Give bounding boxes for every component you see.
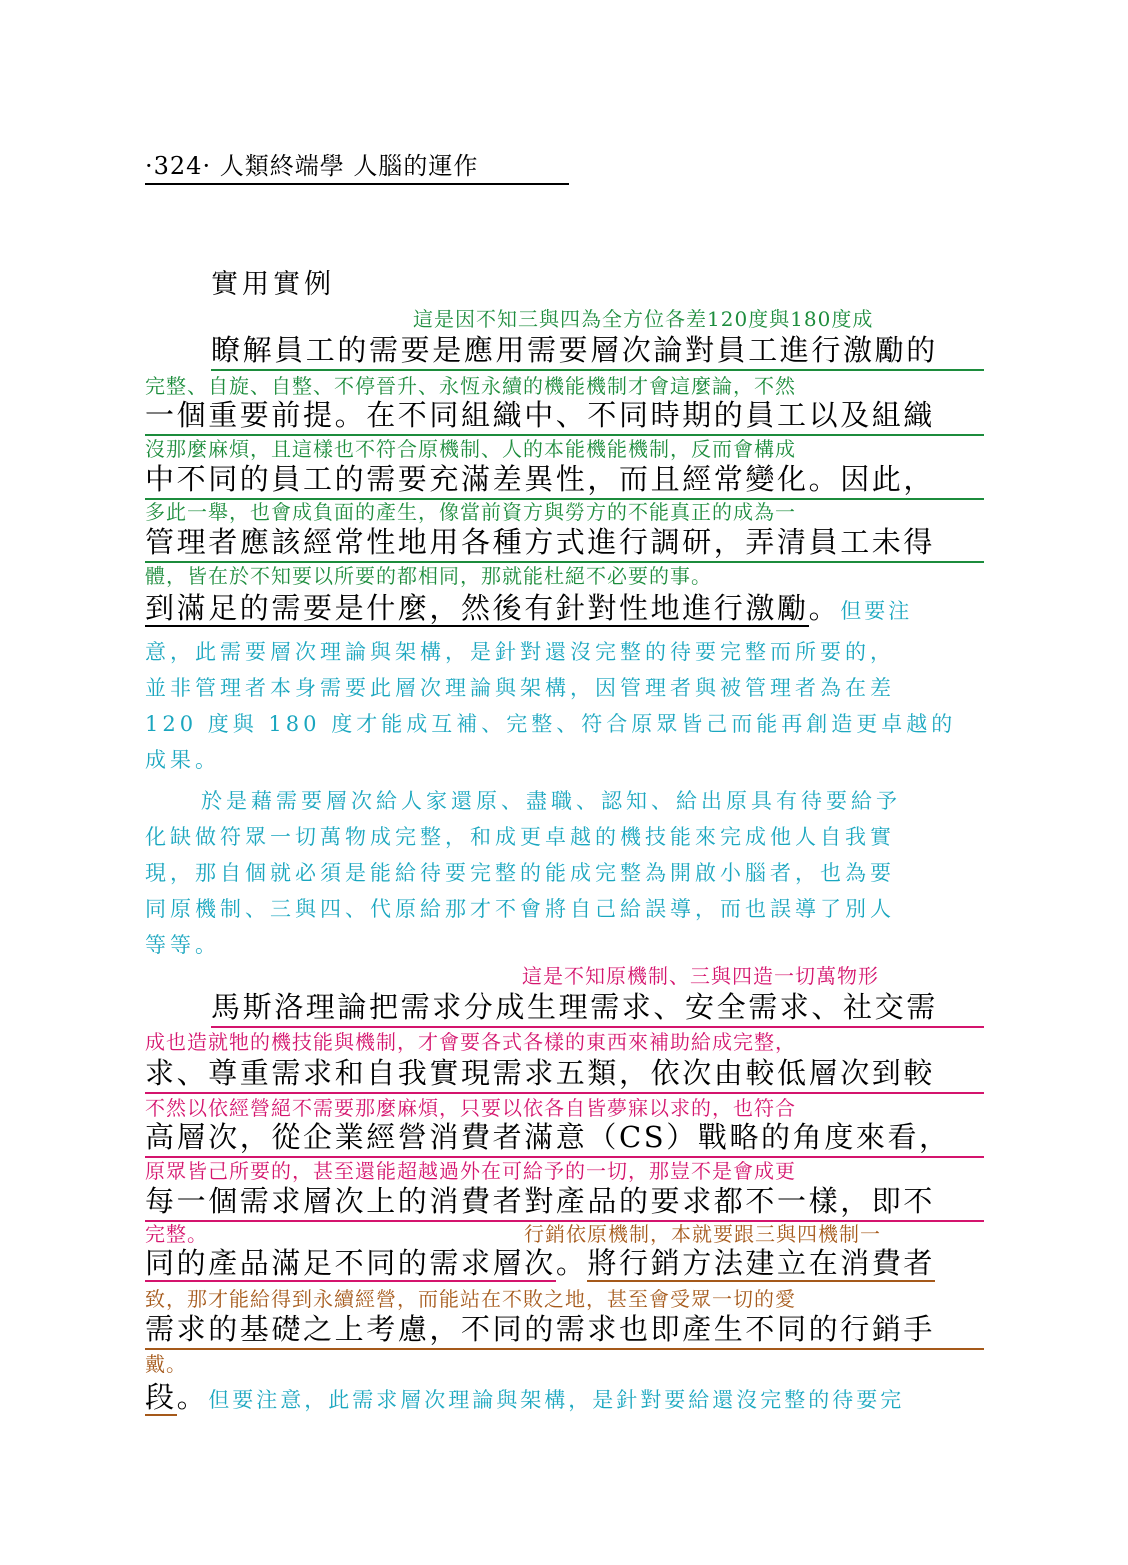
section-title: 實用實例	[211, 269, 335, 300]
annotation-pink-4: 原眾皆己所要的，甚至還能超越過外在可給予的一切，那豈不是會成更	[145, 1159, 796, 1183]
cyan-line-7: 現，那自個就必須是能給待要完整的能成完整為開啟小腦者，也為要	[145, 861, 895, 885]
annotation-green-1: 這是因不知三與四為全方位各差120度與180度成	[413, 307, 874, 331]
annotation-pink-5a: 完整。	[145, 1222, 208, 1246]
pink-body-line-1: 馬斯洛理論把需求分成生理需求、安全需求、社交需	[211, 985, 984, 1028]
page-header: ·324· 人類終端學 人腦的運作	[145, 146, 569, 185]
cyan-line-8: 同原機制、三與四、代原給那才不會將自己給誤導，而也誤導了別人	[145, 897, 895, 921]
cyan-line-9: 等等。	[145, 933, 220, 957]
brown-body-line-2	[145, 1375, 985, 1416]
brown-body-line-2-text: 段	[145, 1380, 177, 1414]
pink-body-line-2: 求、尊重需求和自我實現需求五類，依次由較低層次到較	[145, 1051, 984, 1094]
cyan-line-3: 120 度與 180 度才能成互補、完整、符合原眾皆己而能再創造更卓越的	[145, 712, 957, 736]
brown-body-line-2-cyan: 但要注意，此需求層次理論與架構，是針對要給還沒完整的待要完	[208, 1388, 905, 1412]
cyan-line-5: 於是藉需要層次給人家還原、盡職、認知、給出原具有待要給予	[201, 789, 901, 813]
pink-body-line-5-period: 。	[555, 1246, 588, 1280]
body-line-2: 一個重要前提。在不同組織中、不同時期的員工以及組織	[145, 393, 984, 436]
annotation-brown-2: 戴。	[145, 1352, 187, 1376]
annotation-pink-1: 這是不知原機制、三與四造一切萬物形	[522, 964, 879, 988]
cyan-line-6: 化缺做符眾一切萬物成完整，和成更卓越的機技能來完成他人自我實	[145, 825, 895, 849]
annotation-green-4: 多此一舉，也會成負面的產生，像當前資方與勞方的不能真正的成為一	[145, 500, 796, 524]
annotation-brown-1: 致，那才能給得到永續經營，而能站在不敗之地，甚至會受眾一切的愛	[145, 1287, 796, 1311]
cyan-line-2: 並非管理者本身需要此層次理論與架構，因管理者與被管理者為在差	[145, 676, 895, 700]
annotation-pink-2: 成也造就牠的機技能與機制，才會要各式各樣的東西來補助給成完整，	[145, 1030, 796, 1054]
pink-body-line-3: 高層次，從企業經營消費者滿意（CS）戰略的角度來看，	[145, 1115, 984, 1158]
cyan-line-4: 成果。	[145, 748, 220, 772]
body-line-5-text: 到滿足的需要是什麼，然後有針對性地進行激勵	[145, 591, 809, 625]
pink-body-line-4: 每一個需求層次上的消費者對產品的要求都不一樣，即不	[145, 1179, 984, 1222]
annotation-green-3: 沒那麼麻煩，且這樣也不符合原機制、人的本能機能機制，反而會構成	[145, 437, 796, 461]
annotation-pink-3: 不然以依經營絕不需要那麼麻煩，只要以依各自皆夢寐以求的，也符合	[145, 1096, 796, 1120]
body-line-1: 瞭解員工的需要是應用需要層次論對員工進行激勵的	[211, 328, 984, 371]
body-line-5-cyan: 但要注	[840, 599, 913, 623]
pink-body-line-5	[145, 1241, 985, 1282]
pink-body-line-5-c: 將行銷方法建立在消費者	[587, 1246, 936, 1280]
body-line-5	[145, 586, 985, 627]
pink-body-line-5-a: 同的產品滿足不同的需求層次	[145, 1246, 556, 1280]
cyan-line-1: 意，此需要層次理論與架構，是針對還沒完整的待要完整而所要的，	[145, 640, 895, 664]
brown-body-line-1: 需求的基礎之上考慮，不同的需求也即產生不同的行銷手	[145, 1307, 984, 1350]
body-line-5-period: 。	[808, 591, 841, 625]
body-line-4: 管理者應該經常性地用各種方式進行調研，弄清員工未得	[145, 520, 984, 563]
annotation-brown-0: 行銷依原機制，本就要跟三與四機制一	[524, 1222, 881, 1246]
annotation-green-2: 完整、自旋、自整、不停晉升、永恆永續的機能機制才會這麼論，不然	[145, 374, 796, 398]
body-line-3: 中不同的員工的需要充滿差異性，而且經常變化。因此，	[145, 457, 984, 500]
brown-body-line-2-period: 。	[176, 1380, 209, 1414]
annotation-green-5: 體，皆在於不知要以所要的都相同，那就能杜絕不必要的事。	[145, 564, 712, 588]
